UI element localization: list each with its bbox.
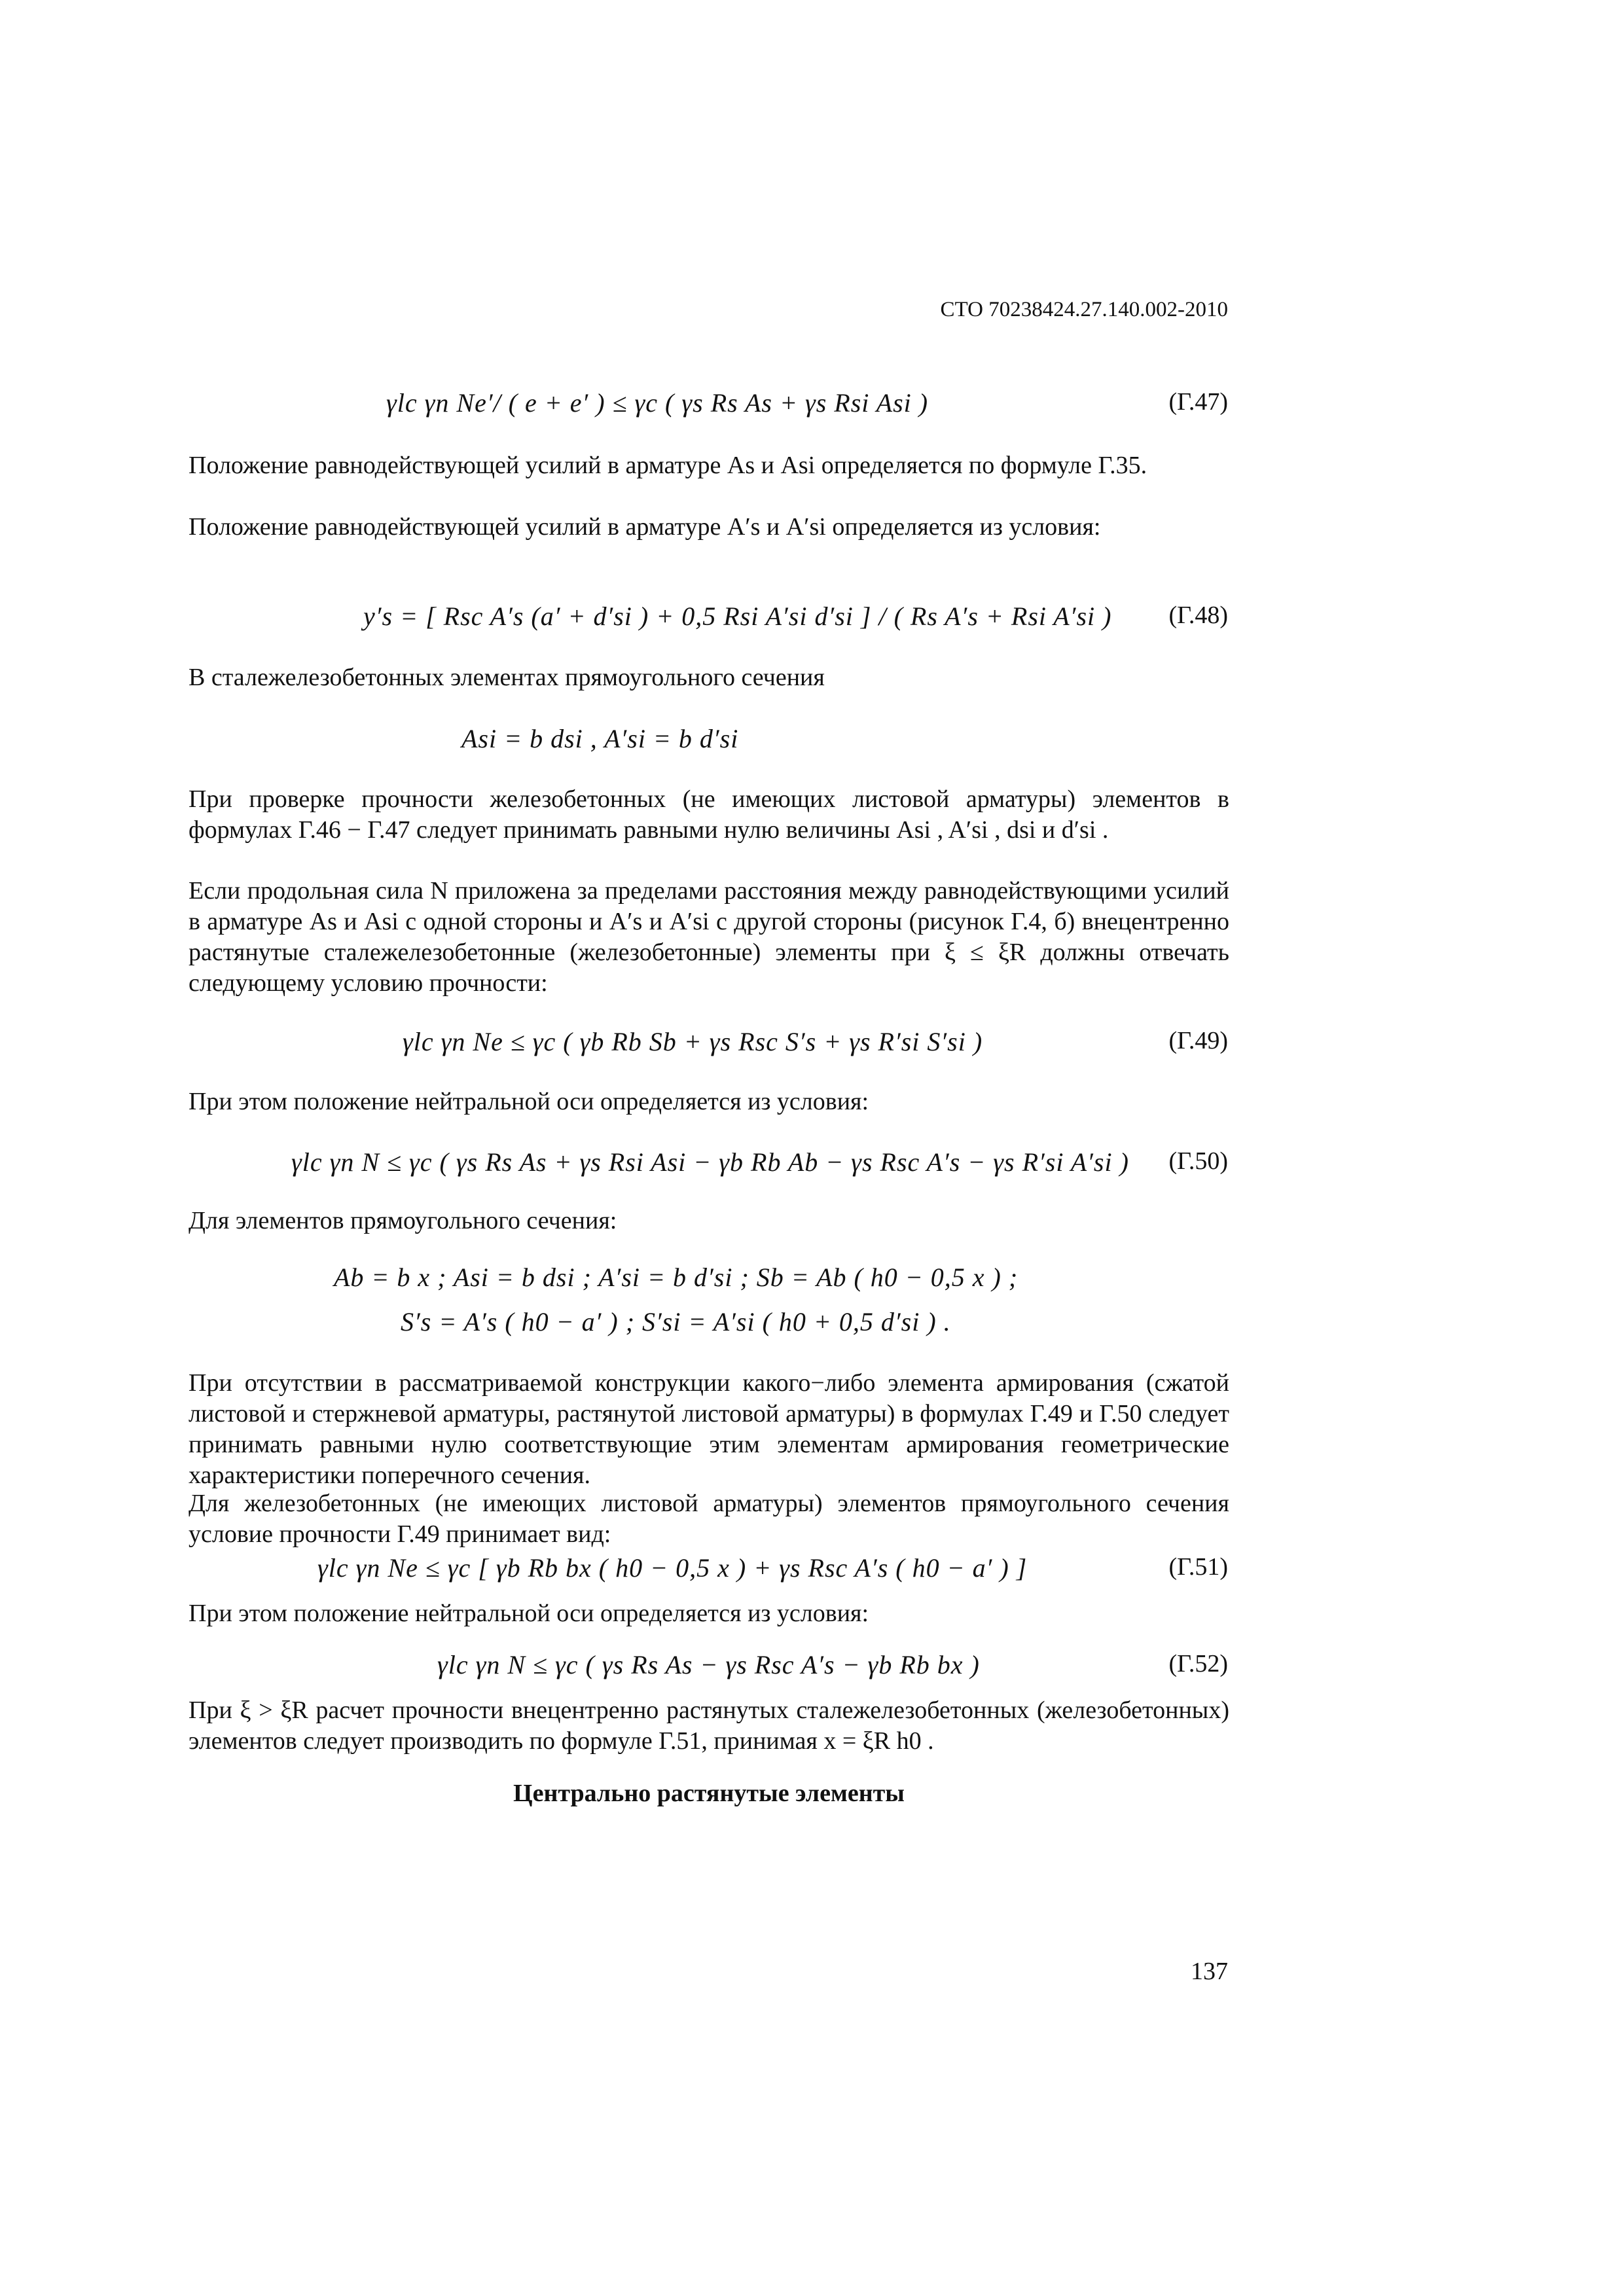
formula-rect-line2: S′s = A′s ( h0 − a′ ) ; S′si = A′si ( h0 + 0,5 d′si ) .	[401, 1307, 951, 1336]
paragraph-neutral-axis-1: При этом положение нейтральной оси определяется из условия:	[189, 1088, 869, 1115]
formula-asi: Asi = b dsi , A′si = b d′si	[461, 724, 739, 753]
page-number: 137	[1191, 1958, 1228, 1985]
paragraph-rectangular-section: В сталежелезобетонных элементах прямоугольного сечения	[189, 664, 825, 691]
section-heading: Центрально растянутые элементы	[513, 1780, 905, 1807]
paragraph-xi-greater: При ξ > ξR расчет прочности внецентренно растянутых сталежелезобетонных (железобетонных) элементов следует производить по формуле Г.51, принимая x = ξR h0 .	[189, 1696, 1229, 1755]
document-code-header: СТО 70238424.27.140.002-2010	[940, 298, 1228, 321]
formula-number-g52: (Г.52)	[1168, 1650, 1228, 1677]
formula-g50: γlc γn N ≤ γc ( γs Rs As + γs Rsi Asi − γb Rb Ab − γs Rsc A′s − γs R′si A′si )	[291, 1147, 1129, 1177]
formula-number-g50: (Г.50)	[1168, 1147, 1228, 1175]
formula-g51: γlc γn Ne ≤ γc [ γb Rb bx ( h0 − 0,5 x ) + γs Rsc A′s ( h0 − a′ ) ]	[317, 1553, 1028, 1583]
paragraph-longitudinal-force: Если продольная сила N приложена за пределами расстояния между равнодействующими усилий в арматуре As и Asi с одной стороны и A′s и A′si с другой стороны (рисунок Г.4, б) внецентренно растянутые сталежелезобетонные (железобетонные) элементы при ξ ≤ ξR должны отвечать следующему условию прочности:	[189, 877, 1229, 997]
paragraph-reinforced-concrete-check: При проверке прочности железобетонных (не имеющих листовой арматуры) элементов в формулах Г.46 − Г.47 следует принимать равными нулю величины Asi , A′si , dsi и d′si .	[189, 785, 1229, 844]
paragraph-rectangular-elements: Для элементов прямоугольного сечения:	[189, 1207, 617, 1234]
formula-number-g51: (Г.51)	[1168, 1553, 1228, 1581]
formula-number-g48: (Г.48)	[1168, 601, 1228, 629]
formula-g52: γlc γn N ≤ γc ( γs Rs As − γs Rsc A′s − γb Rb bx )	[437, 1650, 980, 1679]
paragraph-strength-condition: Для железобетонных (не имеющих листовой арматуры) элементов прямоугольного сечения условие прочности Г.49 принимает вид:	[189, 1490, 1229, 1548]
formula-number-g47: (Г.47)	[1168, 388, 1228, 416]
paragraph-resultant-as-prime: Положение равнодействующей усилий в арматуре A′s и A′si определяется из условия:	[189, 513, 1101, 541]
formula-rect-line1: Ab = b x ; Asi = b dsi ; A′si = b d′si ; Sb = Ab ( h0 − 0,5 x ) ;	[334, 1263, 1019, 1292]
formula-number-g49: (Г.49)	[1168, 1027, 1228, 1054]
paragraph-resultant-as: Положение равнодействующей усилий в арматуре As и Asi определяется по формуле Г.35.	[189, 452, 1147, 479]
paragraph-neutral-axis-2: При этом положение нейтральной оси определяется из условия:	[189, 1600, 869, 1627]
formula-g49: γlc γn Ne ≤ γc ( γb Rb Sb + γs Rsc S′s + γs R′si S′si )	[403, 1027, 983, 1056]
formula-g47: γlc γn Ne′/ ( e + e′ ) ≤ γc ( γs Rs As + γs Rsi Asi )	[386, 388, 929, 418]
formula-g48: y′s = [ Rsc A′s (a′ + d′si ) + 0,5 Rsi A′si d′si ] / ( Rs A′s + Rsi A′si )	[363, 601, 1112, 631]
paragraph-missing-reinforcement: При отсутствии в рассматриваемой конструкции какого−либо элемента армирования (сжатой листовой и стержневой арматуры, растянутой листовой арматуры) в формулах Г.49 и Г.50 следует принимать равными нулю соответствующие этим элементам армирования геометрические характеристики поперечного сечения.	[189, 1369, 1229, 1489]
